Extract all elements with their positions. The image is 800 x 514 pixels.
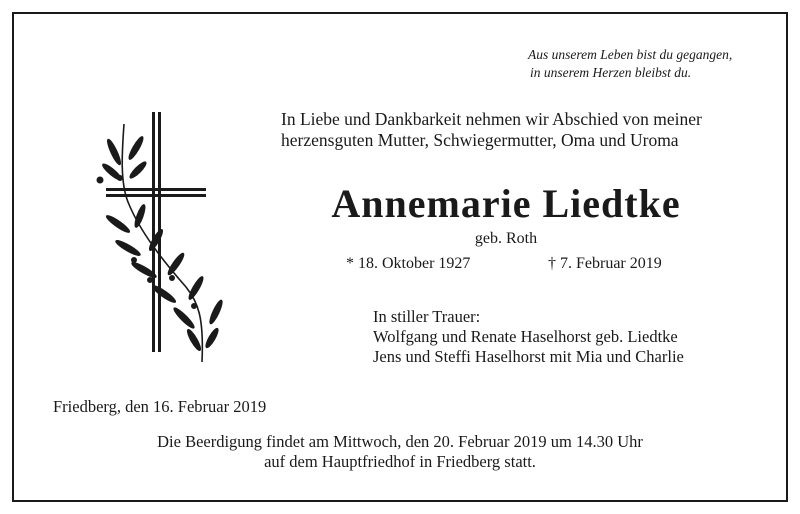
funeral-line-2: auf dem Hauptfriedhof in Friedberg statt. [264,452,536,471]
motto-line-2: in unserem Herzen bleibst du. [530,65,692,80]
death-date: † 7. Februar 2019 [548,255,662,272]
deceased-name: Annemarie Liedtke [331,181,681,226]
funeral-line-1: Die Beerdigung findet am Mittwoch, den 20. Februar 2019 um 14.30 Uhr [157,432,643,451]
motto-line-1: Aus unserem Leben bist du gegangen, [528,47,733,62]
intro-line-2: herzensguten Mutter, Schwiegermutter, Oma und Uroma [281,130,679,150]
intro-line-1: In Liebe und Dankbarkeit nehmen wir Abschied von meiner [281,109,702,129]
maiden-name: geb. Roth [474,230,538,247]
mourners-block [373,307,684,367]
intro-text [281,109,702,151]
birth-date: * 18. Oktober 1927 [346,255,471,272]
funeral-notice [14,432,786,472]
mourners-heading: In stiller Trauer: [373,307,481,326]
motto [528,46,732,82]
place-date: Friedberg, den 16. Februar 2019 [53,397,267,416]
mourners-line-1: Wolfgang und Renate Haselhorst geb. Liedtke [373,327,678,346]
mourners-line-2: Jens und Steffi Haselhorst mit Mia und Charlie [373,347,684,366]
obituary-card [12,12,788,502]
